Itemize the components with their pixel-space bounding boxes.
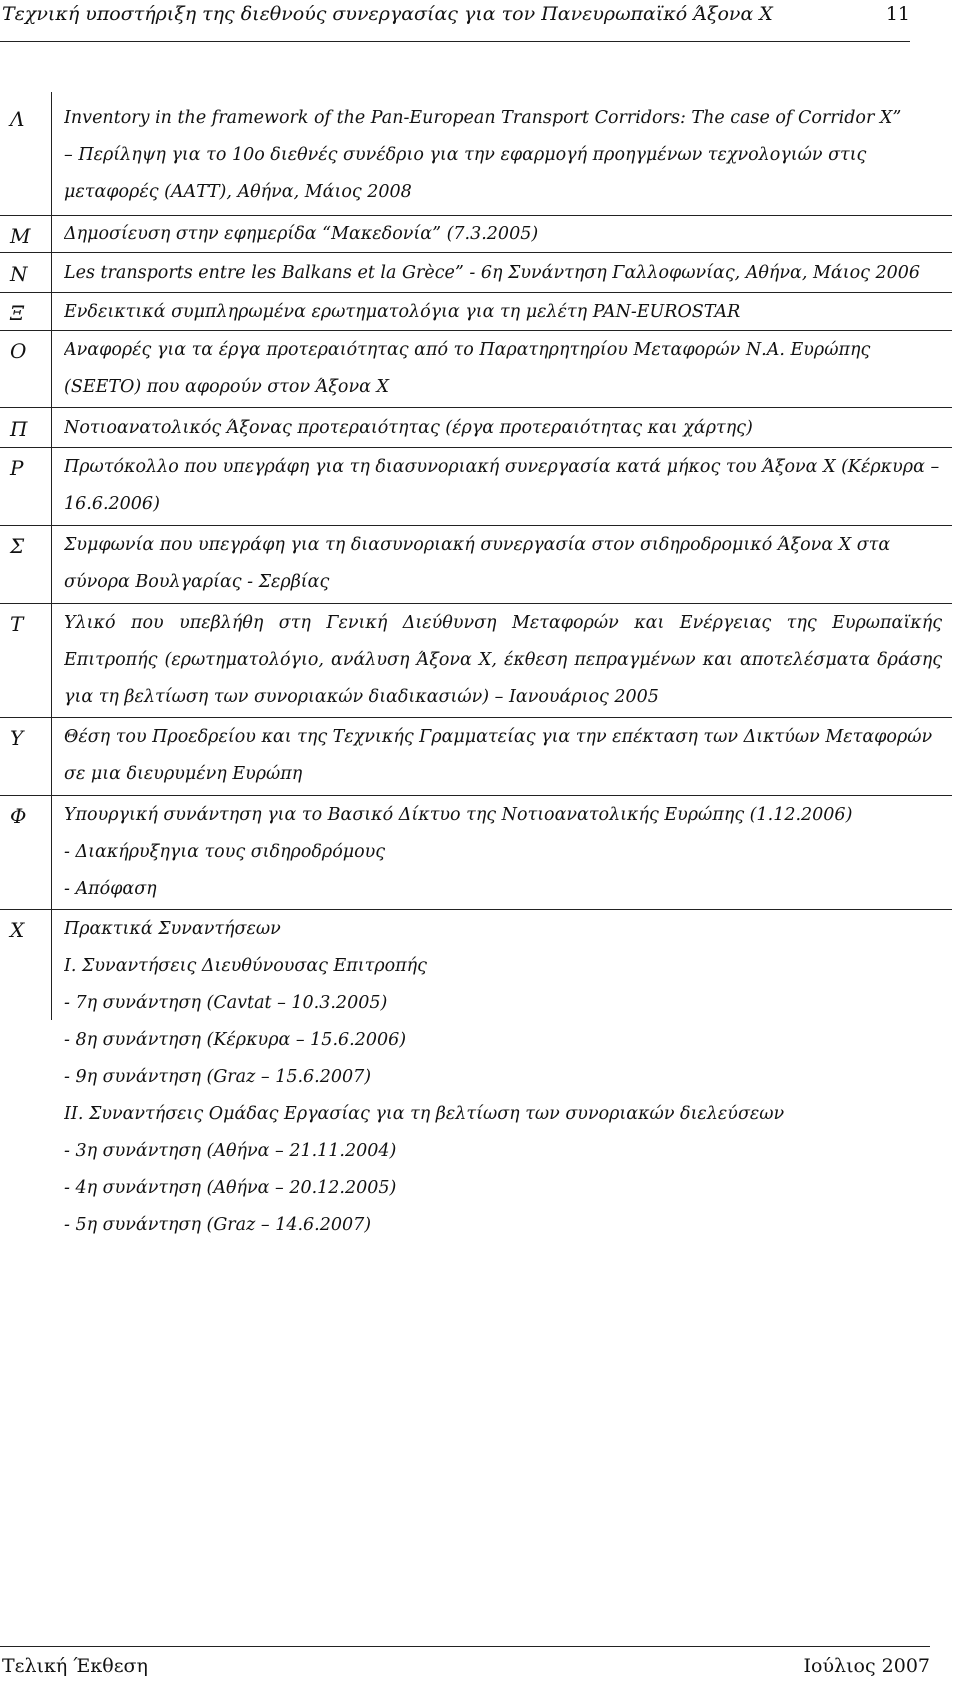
row-letter: Σ xyxy=(10,534,25,558)
row-line: - 9η συνάντηση (Graz – 15.6.2007) xyxy=(64,1067,372,1087)
row-letter: Ο xyxy=(10,339,27,363)
page-number: 11 xyxy=(885,3,910,25)
row-line: Αναφορές για τα έργα προτεραιότητας από το Παρατηρητηρίου Μεταφορών Ν.Α. Ευρώπης xyxy=(64,340,871,360)
row-letter: Χ xyxy=(10,918,25,942)
row-line: Ενδεικτικά συμπληρωμένα ερωτηματολόγια για τη μελέτη PAN-EUROSTAR xyxy=(64,302,741,322)
header-title: Τεχνική υποστήριξη της διεθνούς συνεργασίας για τον Πανευρωπαϊκό Άξονα Χ xyxy=(2,3,773,25)
row-content xyxy=(64,799,942,910)
row-content xyxy=(64,529,942,603)
row-content xyxy=(64,218,942,255)
table-row-upsilon xyxy=(0,718,952,796)
row-line: Inventory in the framework of the Pan-European Transport Corridors: The case of Corridor X” xyxy=(64,108,902,128)
table-row-rho xyxy=(0,448,952,526)
page-header xyxy=(0,0,910,42)
row-line: - 7η συνάντηση (Cavtat – 10.3.2005) xyxy=(64,993,388,1013)
row-letter: Μ xyxy=(10,224,31,248)
row-line: Συμφωνία που υπεγράφη για τη διασυνοριακή συνεργασία στον σιδηροδρομικό Άξονα Χ στα xyxy=(64,535,891,555)
row-line: μεταφορές (ΑΑΤΤ), Αθήνα, Μάιος 2008 xyxy=(64,182,412,202)
row-letter: Τ xyxy=(10,612,24,636)
row-line: - Διακήρυξηγια τους σιδηροδρόμους xyxy=(64,842,386,862)
row-line: Νοτιοανατολικός Άξονας προτεραιότητας (έργα προτεραιότητας και χάρτης) xyxy=(64,418,753,438)
row-content xyxy=(64,913,942,1246)
row-line: Les transports entre les Balkans et la Grèce” - 6η Συνάντηση Γαλλοφωνίας, Αθήνα, Μάιος 2006 xyxy=(64,263,921,283)
row-letter: Ξ xyxy=(10,301,25,325)
table-row-chi xyxy=(0,910,952,1272)
row-line: – Περίληψη για το 10ο διεθνές συνέδριο για την εφαρμογή προηγμένων τεχνολογιών στις xyxy=(64,145,867,165)
table-row-tau xyxy=(0,604,952,718)
row-line: Δημοσίευση στην εφημερίδα “Μακεδονία” (7.3.2005) xyxy=(64,224,539,244)
row-letter: Ν xyxy=(10,262,28,286)
row-content xyxy=(64,257,942,294)
row-content xyxy=(64,607,942,718)
row-line: Πρακτικά Συναντήσεων xyxy=(64,919,281,939)
table-row-phi xyxy=(0,796,952,910)
row-letter: Λ xyxy=(10,107,25,131)
table-row-nu xyxy=(0,253,952,293)
row-line: ΙΙ. Συναντήσεις Ομάδας Εργασίας για τη βελτίωση των συνοριακών διελεύσεων xyxy=(64,1104,785,1124)
row-line: - 8η συνάντηση (Κέρκυρα – 15.6.2006) xyxy=(64,1030,407,1050)
page-footer xyxy=(0,1646,930,1687)
row-line: Υπουργική συνάντηση για το Βασικό Δίκτυο της Νοτιοανατολικής Ευρώπης (1.12.2006) xyxy=(64,805,853,825)
row-line: (SEETO) που αφορούν στον Άξονα Χ xyxy=(64,377,389,397)
row-line: Ι. Συναντήσεις Διευθύνουσας Επιτροπής xyxy=(64,956,427,976)
row-content xyxy=(64,451,942,525)
row-line: - 4η συνάντηση (Αθήνα – 20.12.2005) xyxy=(64,1178,397,1198)
table-row-xi xyxy=(0,293,952,331)
row-line: σε μια διευρυμένη Ευρώπη xyxy=(64,764,303,784)
table-row-omicron xyxy=(0,331,952,408)
footer-date: Ιούλιος 2007 xyxy=(803,1655,930,1677)
row-line: για τη βελτίωση των συνοριακών διαδικασιών) – Ιανουάριος 2005 xyxy=(64,687,659,707)
row-line: - 5η συνάντηση (Graz – 14.6.2007) xyxy=(64,1215,372,1235)
row-line: 16.6.2006) xyxy=(64,494,160,514)
row-line: Θέση του Προεδρείου και της Τεχνικής Γραμματείας για την επέκταση των Δικτύων Μεταφορών xyxy=(64,727,933,747)
row-content xyxy=(64,412,942,449)
row-content xyxy=(64,296,942,333)
row-line: - 3η συνάντηση (Αθήνα – 21.11.2004) xyxy=(64,1141,397,1161)
row-line: Υλικό που υπεβλήθη στη Γενική Διεύθυνση Μεταφορών και Ενέργειας της Ευρωπαϊκής xyxy=(64,613,942,633)
row-letter: Ρ xyxy=(10,456,24,480)
appendix-table xyxy=(0,92,952,1235)
row-letter: Φ xyxy=(10,804,27,828)
table-row-sigma xyxy=(0,526,952,604)
table-row-mu xyxy=(0,216,952,253)
row-content xyxy=(64,334,942,408)
row-line: Επιτροπής (ερωτηματολόγιο, ανάλυση Άξονα Χ, έκθεση πεπραγμένων και αποτελέσματα δράσης xyxy=(64,650,942,670)
row-line: σύνορα Βουλγαρίας - Σερβίας xyxy=(64,572,330,592)
row-letter: Π xyxy=(10,417,28,441)
row-content xyxy=(64,102,942,213)
row-letter: Υ xyxy=(10,726,24,750)
table-row-pi xyxy=(0,408,952,448)
footer-report-title: Τελική Έκθεση xyxy=(2,1655,148,1677)
row-line: Πρωτόκολλο που υπεγράφη για τη διασυνοριακή συνεργασία κατά μήκος του Άξονα Χ (Κέρκυρα – xyxy=(64,457,940,477)
row-content xyxy=(64,721,942,795)
table-row-lambda xyxy=(0,92,952,216)
row-line: - Απόφαση xyxy=(64,879,157,899)
